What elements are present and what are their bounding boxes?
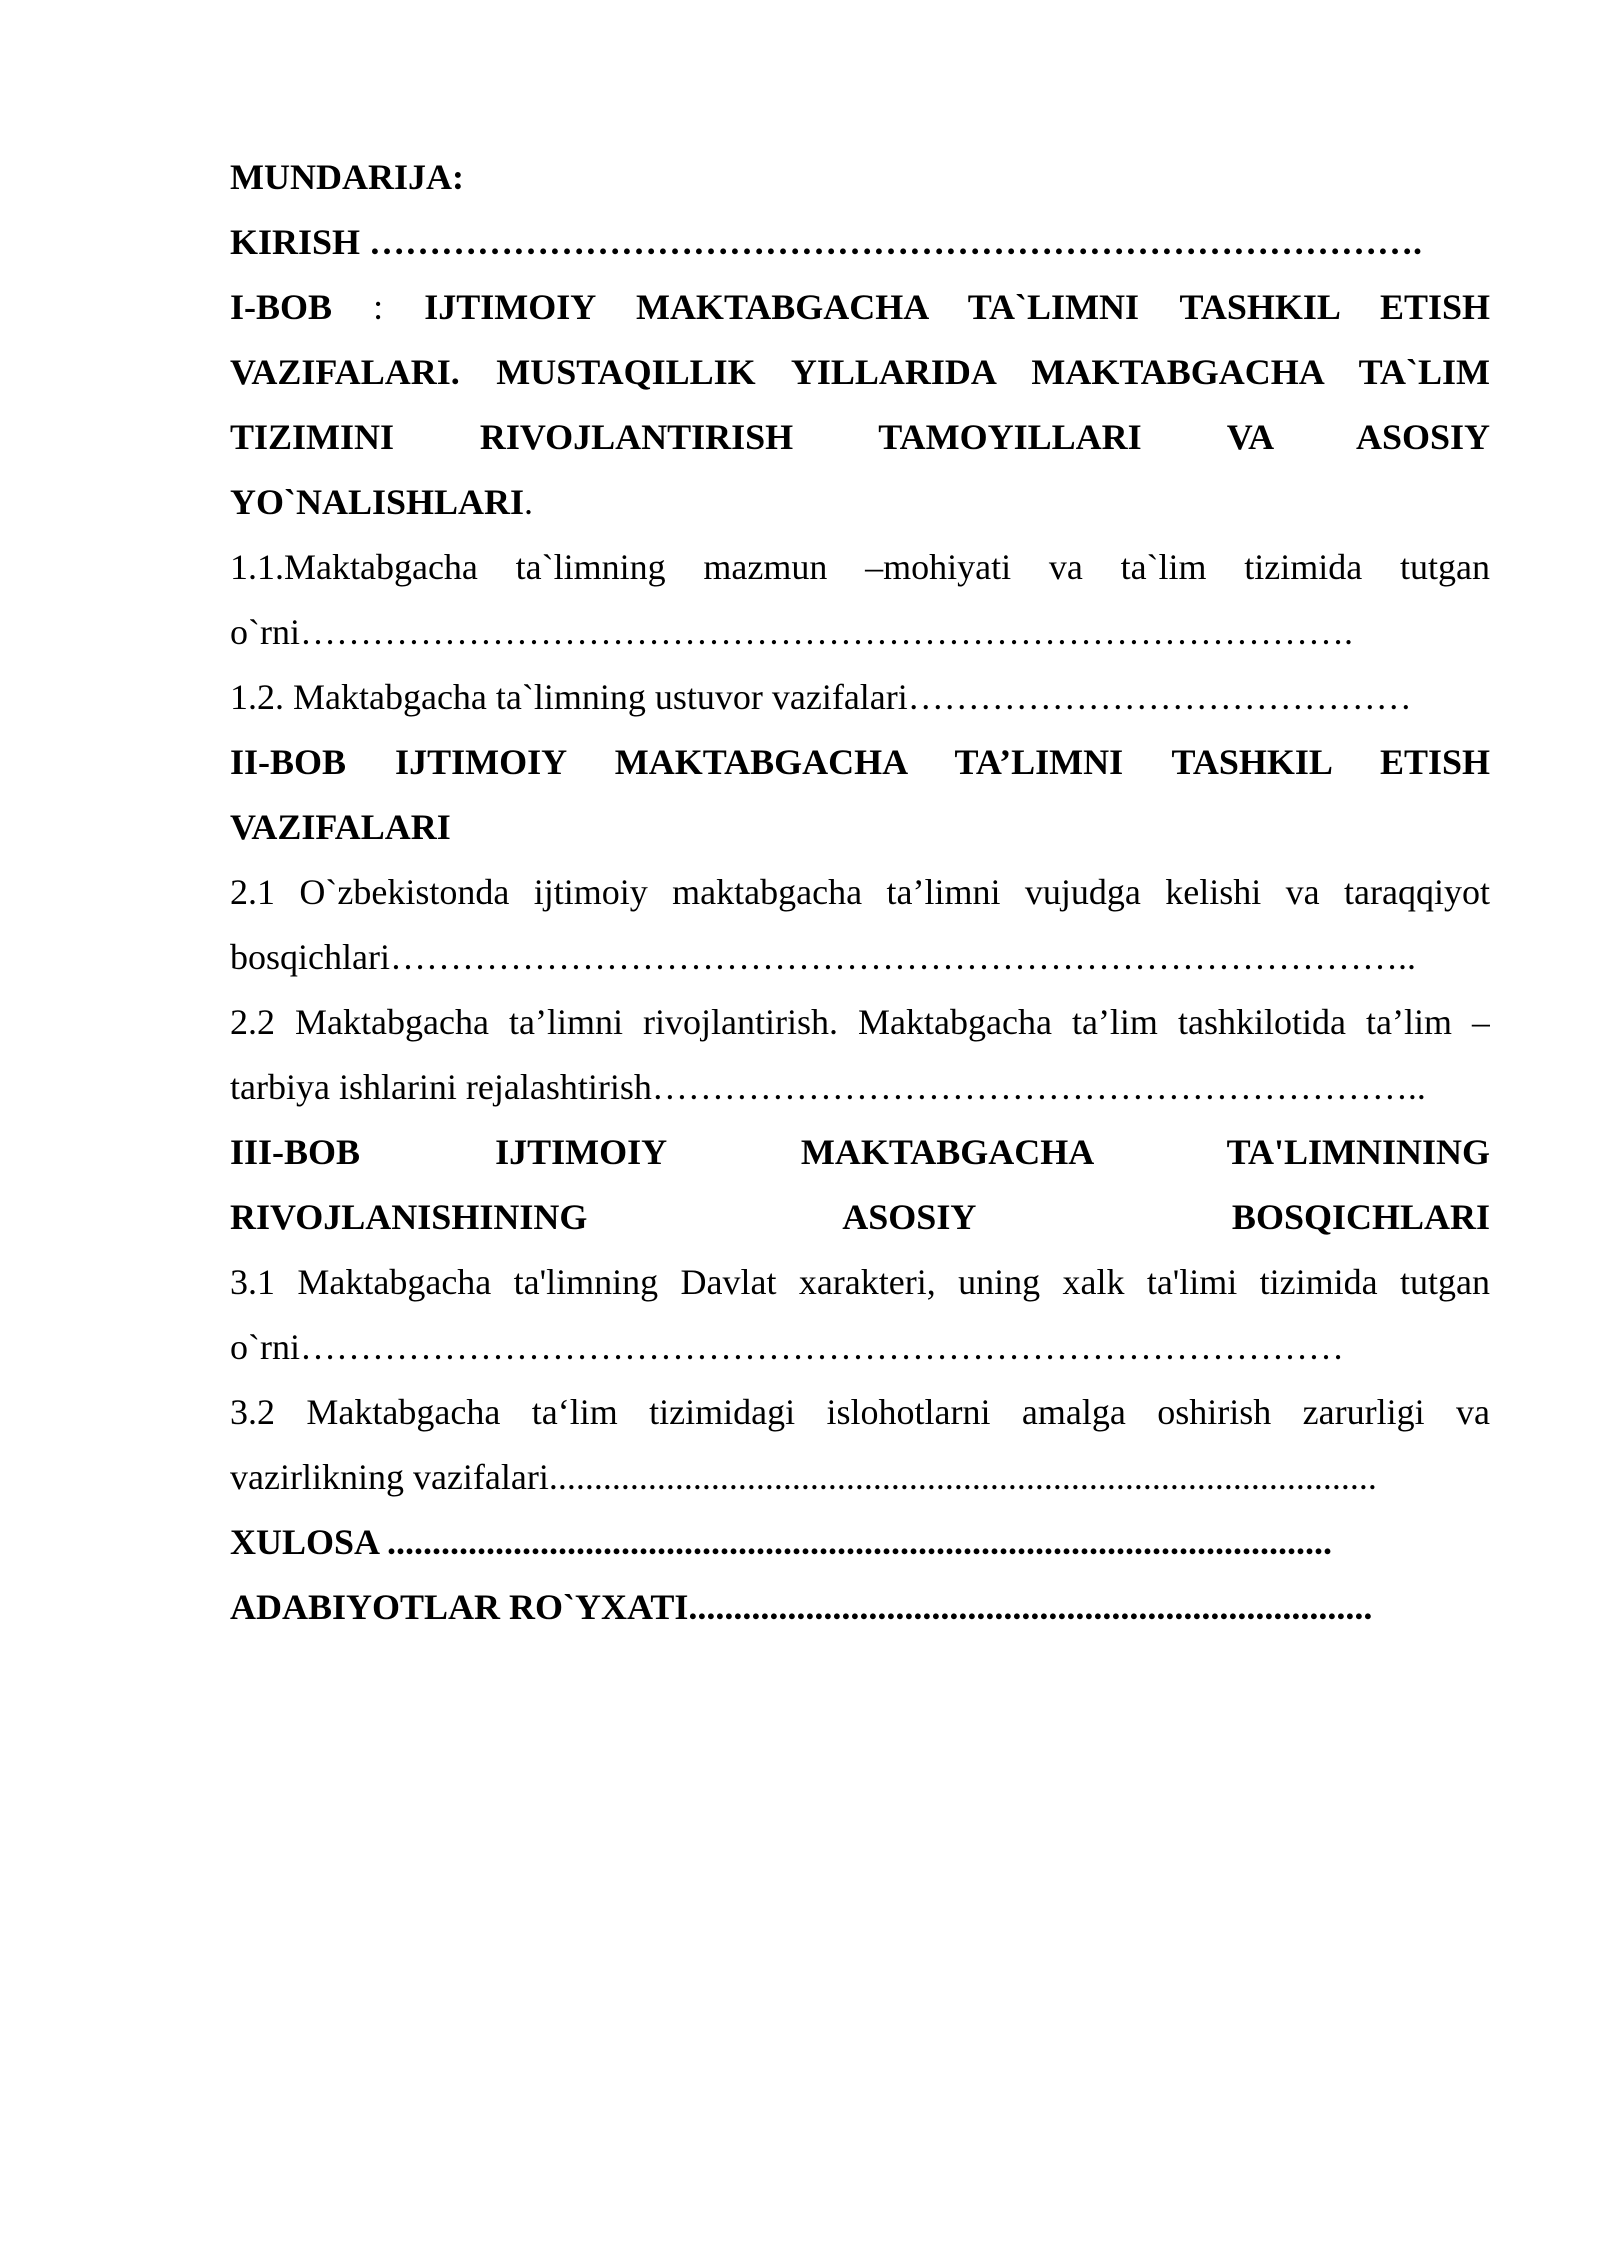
section-2-2-line-2: tarbiya ishlarini rejalashtirish……………………………………………………….. xyxy=(230,1067,1426,1107)
section-3-1-line-1: 3.1 Maktabgacha ta'limning Davlat xarakteri, uning xalk ta'limi tizimida tutgan xyxy=(230,1262,1490,1302)
chapter-2-title-line-1: II-BOB IJTIMOIY MAKTABGACHA TA’LIMNI TASHKIL ETISH xyxy=(230,742,1490,782)
section-1-1-line-1: 1.1.Maktabgacha ta`limning mazmun –mohiyati va ta`lim tizimida tutgan xyxy=(230,547,1490,587)
section-1-1-line-2: o`rni……………………………………………………………………………. xyxy=(230,612,1353,652)
toc-entry-adabiyotlar: ADABIYOTLAR RO`YXATI............................................................................ xyxy=(230,1587,1373,1627)
chapter-1-title-line-2: VAZIFALARI. MUSTAQILLIK YILLARIDA MAKTABGACHA TA`LIM xyxy=(230,352,1490,392)
section-2-1-line-1: 2.1 O`zbekistonda ijtimoiy maktabgacha ta’limni vujudga kelishi va taraqqiyot xyxy=(230,872,1490,912)
section-3-2-line-1: 3.2 Maktabgacha ta‘lim tizimidagi islohotlarni amalga oshirish zarurligi va xyxy=(230,1392,1490,1432)
toc-entry-xulosa: XULOSA ......................................................................................................... xyxy=(230,1522,1333,1562)
chapter-3-title-line-2: RIVOJLANISHINING ASOSIY BOSQICHLARI xyxy=(230,1197,1490,1237)
chapter-2-title-line-2: VAZIFALARI xyxy=(230,807,451,847)
section-2-2-line-1: 2.2 Maktabgacha ta’limni rivojlantirish. Maktabgacha ta’lim tashkilotida ta’lim – xyxy=(230,1002,1490,1042)
toc-entry-kirish: KIRISH ……………………………………………………………………………. xyxy=(230,222,1423,262)
table-of-contents xyxy=(230,145,1490,1640)
chapter-1-title-line-3: TIZIMINI RIVOJLANTIRISH TAMOYILLARI VA ASOSIY xyxy=(230,417,1490,457)
section-1-2: 1.2. Maktabgacha ta`limning ustuvor vazifalari…………………………………… xyxy=(230,677,1412,717)
chapter-1-title-line-4: YO`NALISHLARI. xyxy=(230,482,534,522)
chapter-1-title-line-1: I-BOB : IJTIMOIY MAKTABGACHA TA`LIMNI TASHKIL ETISH xyxy=(230,287,1490,327)
chapter-3-title-line-1: III-BOB IJTIMOIY MAKTABGACHA TA'LIMNINING xyxy=(230,1132,1490,1172)
section-3-1-line-2: o`rni…………………………………………………………………………… xyxy=(230,1327,1344,1367)
section-2-1-line-2: bosqichlari………………………………………………………………………….. xyxy=(230,937,1416,977)
section-3-2-line-2: vazirlikning vazifalari............................................................................................ xyxy=(230,1457,1377,1497)
toc-heading: MUNDARIJA: xyxy=(230,157,464,197)
